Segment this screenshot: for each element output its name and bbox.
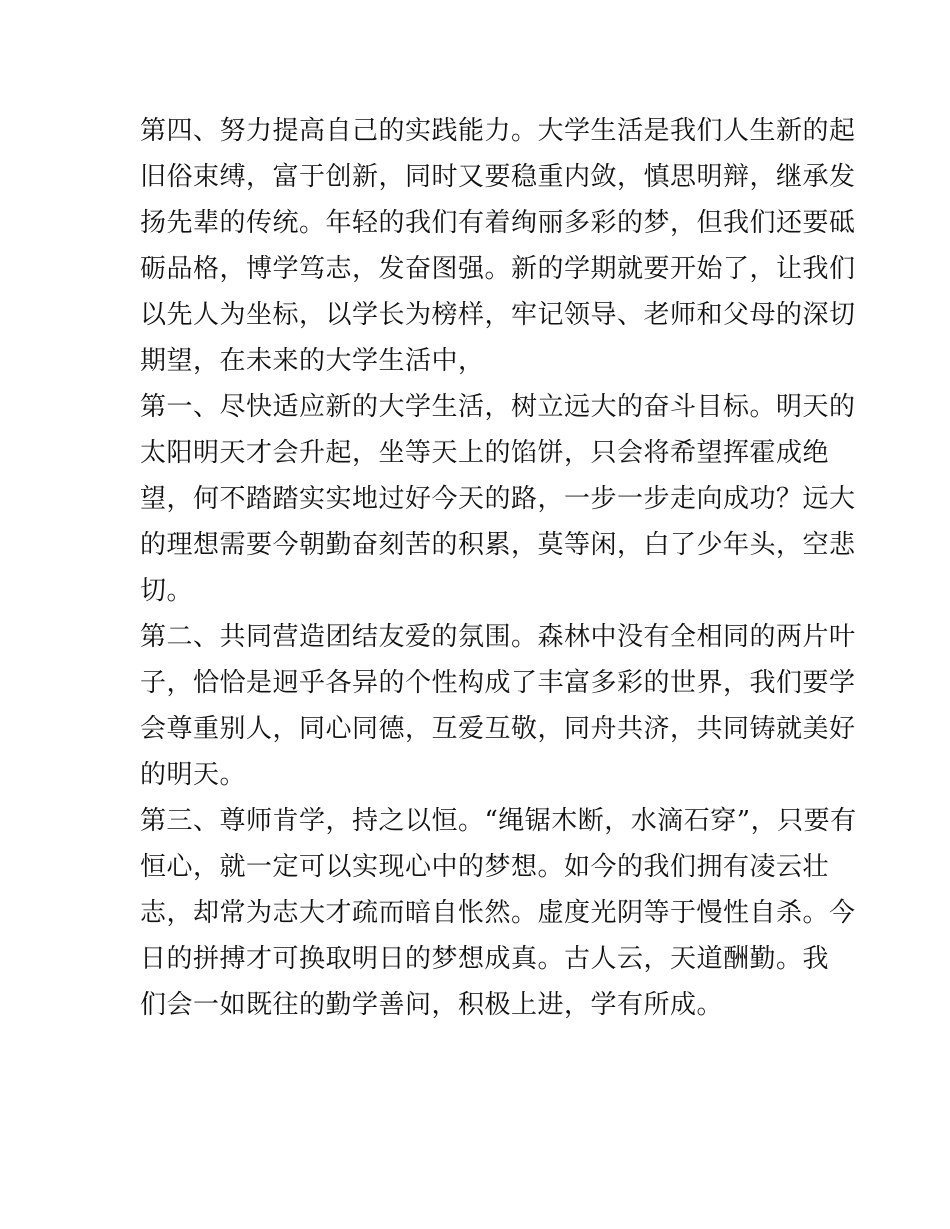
text-line: 的理想需要今朝勤奋刻苦的积累，莫等闲，白了少年头，空悲: [140, 530, 856, 560]
text-line: 志，却常为志大才疏而暗自怅然。虚度光阴等于慢性自杀。今: [140, 898, 856, 928]
text-line: 子，恰恰是迥乎各异的个性构成了丰富多彩的世界，我们要学: [140, 668, 856, 698]
text-line: 第一、尽快适应新的大学生活，树立远大的奋斗目标。明天的: [140, 392, 856, 422]
text-line: 的明天。: [140, 760, 247, 790]
document-body: [140, 108, 857, 1028]
text-line: 以先人为坐标，以学长为榜样，牢记领导、老师和父母的深切: [140, 300, 856, 330]
text-line: 扬先辈的传统。年轻的我们有着绚丽多彩的梦，但我们还要砥: [140, 208, 856, 238]
text-line: 切。: [140, 576, 194, 606]
text-line: 日的拼搏才可换取明日的梦想成真。古人云，天道酬勤。我: [140, 944, 830, 974]
text-line: 太阳明天才会升起，坐等天上的馅饼，只会将希望挥霍成绝: [140, 438, 830, 468]
text-line: 砺品格，博学笃志，发奋图强。新的学期就要开始了，让我们: [140, 254, 856, 284]
text-line: 第二、共同营造团结友爱的氛围。森林中没有全相同的两片叶: [140, 622, 856, 652]
text-line: 望，何不踏踏实实地过好今天的路，一步一步走向成功？远大: [140, 484, 856, 514]
text-line: 旧俗束缚，富于创新，同时又要稳重内敛，慎思明辩，继承发: [140, 162, 856, 192]
text-line: 第三、尊师肯学，持之以恒。“绳锯木断，水滴石穿”，只要有: [140, 806, 857, 836]
text-line: 第四、努力提高自己的实践能力。大学生活是我们人生新的起: [140, 116, 856, 146]
text-line: 们会一如既往的勤学善问，积极上进，学有所成。: [140, 990, 724, 1020]
text-line: 恒心，就一定可以实现心中的梦想。如今的我们拥有凌云壮: [140, 852, 830, 882]
text-line: 期望，在未来的大学生活中，: [140, 346, 485, 376]
text-line: 会尊重别人，同心同德，互爱互敬，同舟共济，共同铸就美好: [140, 714, 856, 744]
